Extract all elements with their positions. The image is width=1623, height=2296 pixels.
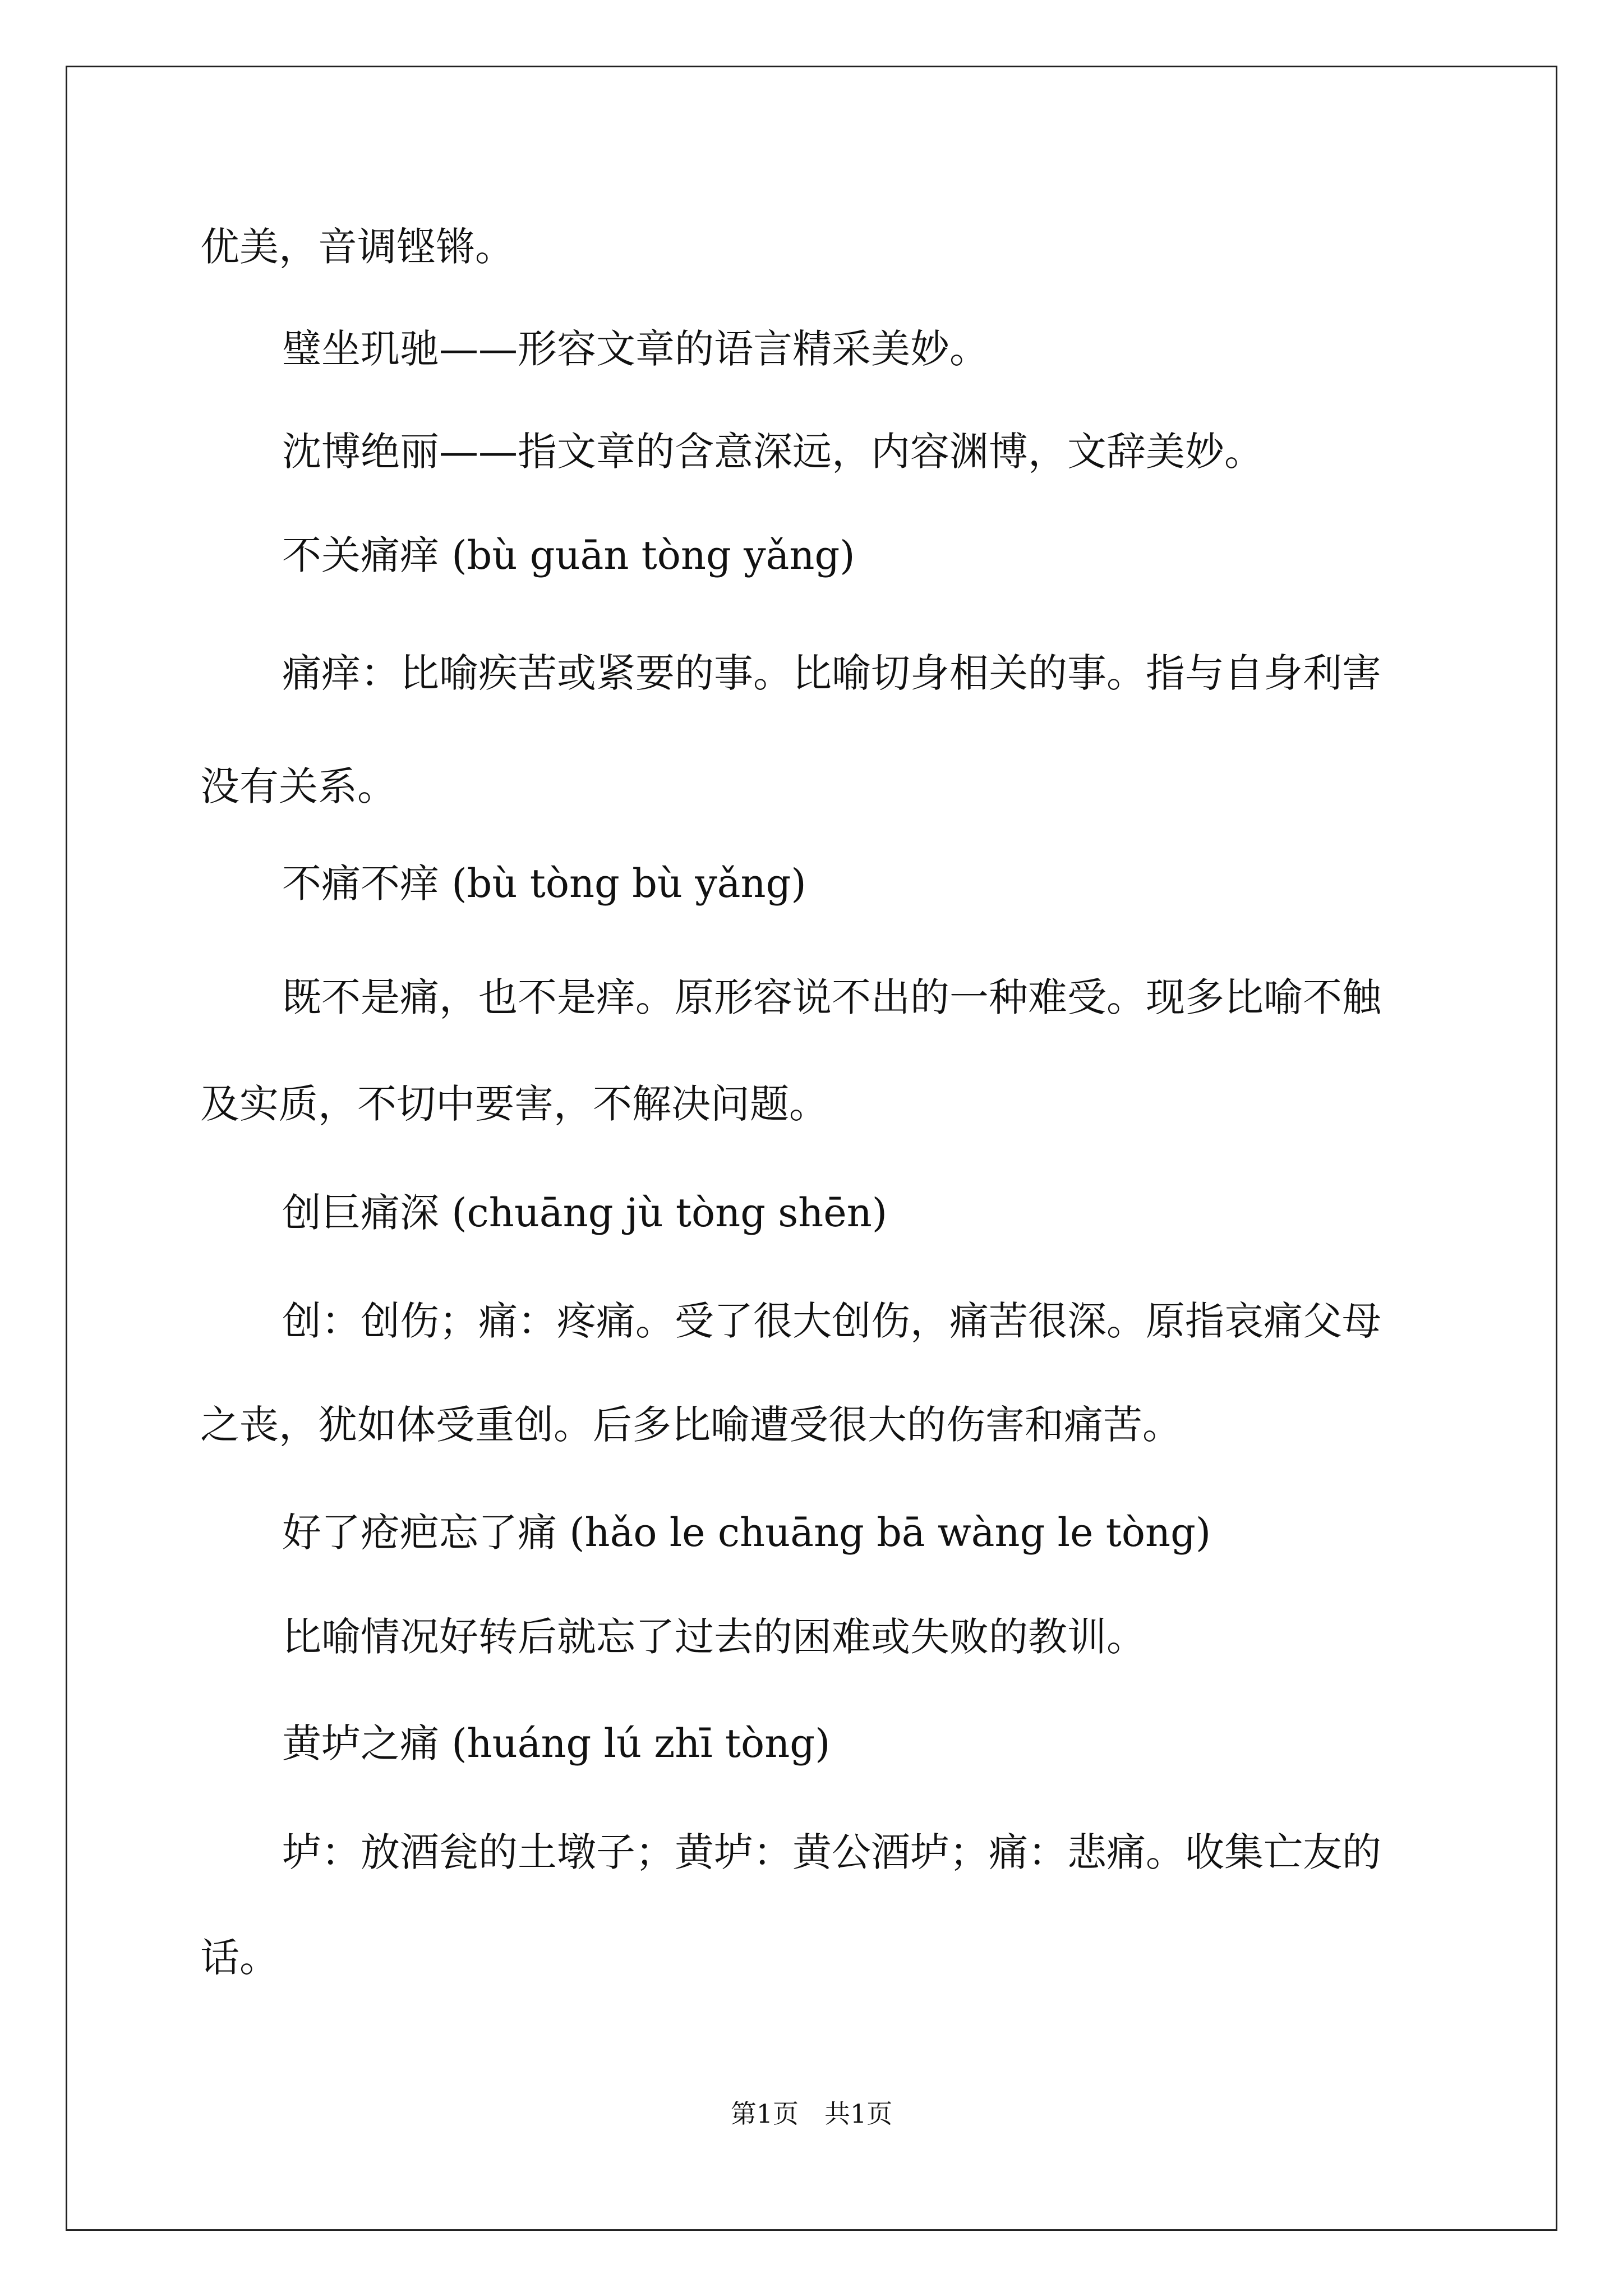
page-footer: 第1页 共1页 <box>730 2099 893 2129</box>
text-line: 痛痒：比喻疾苦或紧要的事。比喻切身相关的事。指与自身利害 <box>282 650 1381 696</box>
text-line: 没有关系。 <box>200 763 396 809</box>
text-line: 好了疮疤忘了痛 (hǎo le chuāng bā wàng le tòng) <box>282 1510 1211 1556</box>
text-line: 既不是痛，也不是痒。原形容说不出的一种难受。现多比喻不触 <box>282 974 1381 1020</box>
text-line: 璧坐玑驰——形容文章的语言精采美妙。 <box>282 326 989 372</box>
text-line: 及实质，不切中要害，不解决问题。 <box>200 1081 828 1127</box>
text-line: 垆：放酒瓮的土墩子；黄垆：黄公酒垆；痛：悲痛。收集亡友的 <box>282 1829 1381 1875</box>
text-line: 话。 <box>200 1935 279 1981</box>
text-line: 不关痛痒 (bù guān tòng yǎng) <box>282 532 855 578</box>
page-border <box>66 66 1557 2231</box>
text-line: 之丧，犹如体受重创。后多比喻遭受很大的伤害和痛苦。 <box>200 1402 1182 1448</box>
text-line: 比喻情况好转后就忘了过去的困难或失败的教训。 <box>282 1614 1146 1660</box>
text-line: 优美，音调铿锵。 <box>200 224 514 270</box>
text-line: 创巨痛深 (chuāng jù tòng shēn) <box>282 1190 888 1236</box>
text-line: 不痛不痒 (bù tòng bù yǎng) <box>282 861 806 907</box>
text-line: 沈博绝丽——指文章的含意深远，内容渊博，文辞美妙。 <box>282 429 1264 475</box>
text-line: 黄垆之痛 (huáng lú zhī tòng) <box>282 1720 831 1766</box>
text-line: 创：创伤；痛：疼痛。受了很大创伤，痛苦很深。原指哀痛父母 <box>282 1298 1381 1344</box>
